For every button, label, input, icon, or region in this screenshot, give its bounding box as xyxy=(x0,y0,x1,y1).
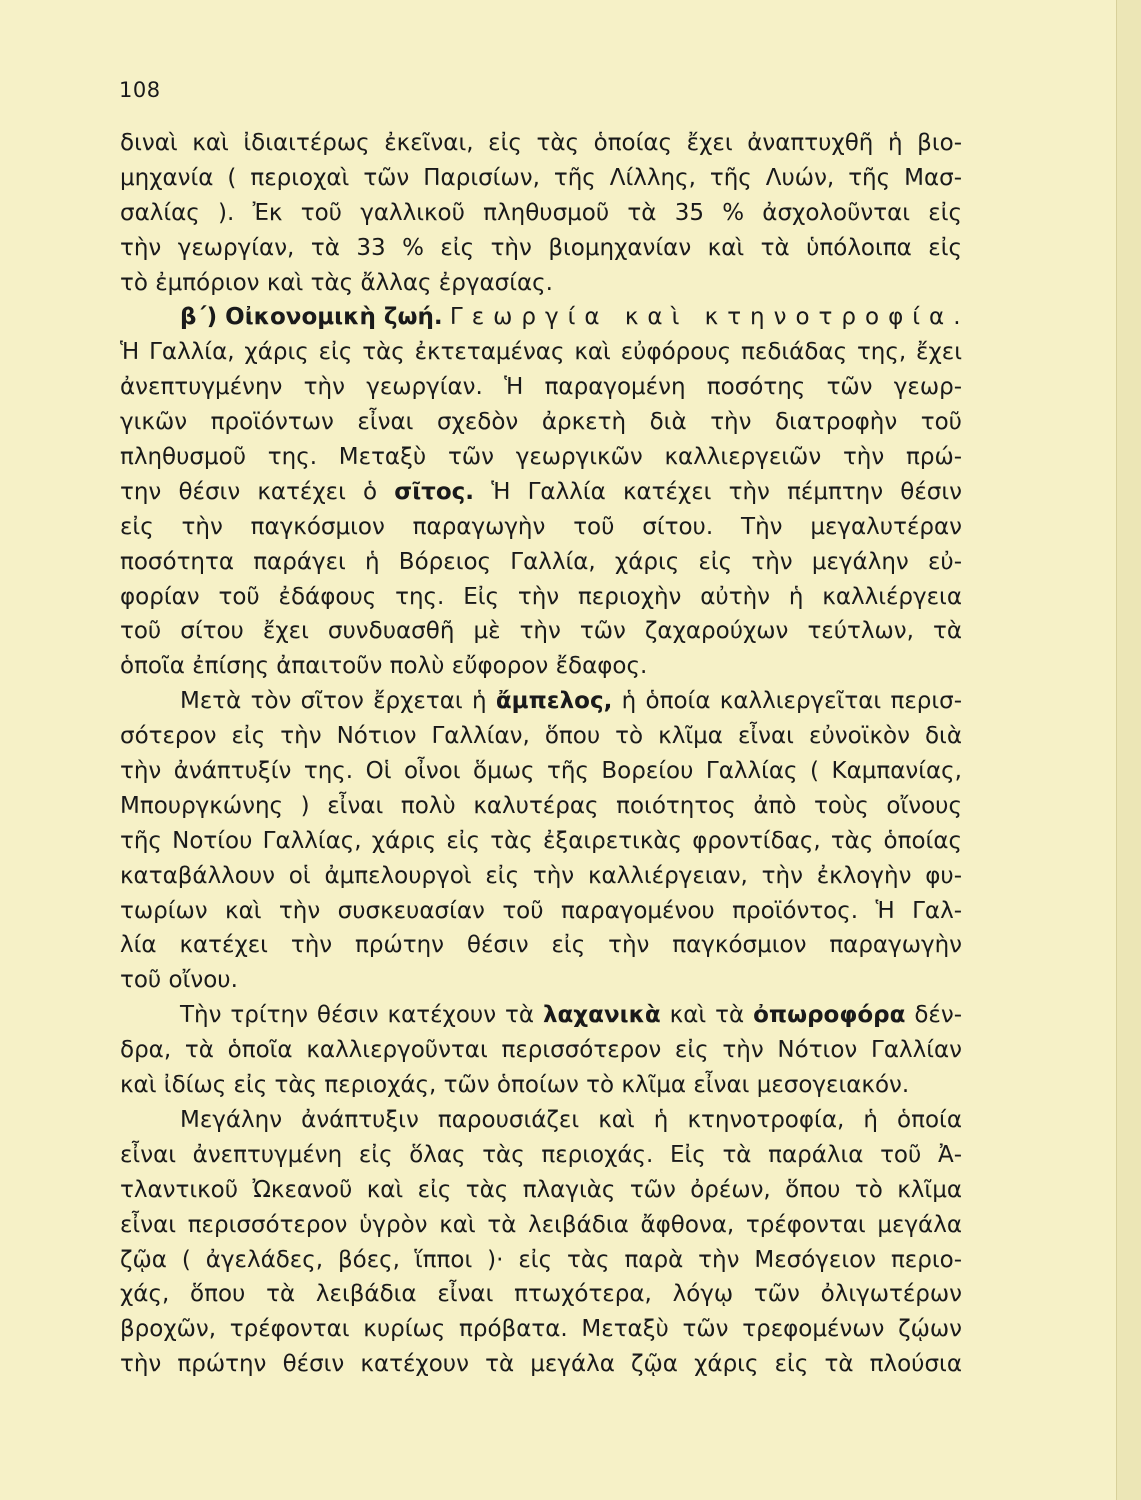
text-line: λία κατέχει τὴν πρώτην θέσιν εἰς τὴν παγκόσμιον παραγωγὴν xyxy=(120,932,962,959)
text-line: τοῦ οἴνου. xyxy=(120,967,238,994)
body-text xyxy=(120,126,970,1382)
text-line: εἰς τὴν παγκόσμιον παραγωγὴν τοῦ σίτου. Τὴν μεγαλυτέραν xyxy=(120,513,962,540)
text-line: τὸ ἐμπόριον καὶ τὰς ἄλλας ἐργασίας. xyxy=(120,269,553,296)
text-line: Μεγάλην ἀνάπτυξιν παρουσιάζει καὶ ἡ κτηνοτροφία, ἡ ὁποία xyxy=(180,1106,962,1133)
term-lachanika: λαχανικὰ xyxy=(542,1002,661,1029)
text-segment: καὶ τὰ xyxy=(669,1002,745,1029)
text-line: βροχῶν, τρέφονται κυρίως πρόβατα. Μεταξὺ τῶν τρεφομένων ζῴων xyxy=(120,1316,962,1343)
term-sitos: σῖτος. xyxy=(394,478,475,505)
text-line: τοῦ σίτου ἔχει συνδυασθῆ μὲ τὴν τῶν ζαχαρούχων τεύτλων, τὰ xyxy=(120,618,962,645)
text-line: φορίαν τοῦ ἐδάφους της. Εἰς τὴν περιοχὴν αὐτὴν ἡ καλλιέργεια xyxy=(120,583,962,610)
text-line: καταβάλλουν οἱ ἀμπελουργοὶ εἰς τὴν καλλιέργειαν, τὴν ἐκλογὴν φυ- xyxy=(120,862,962,889)
text-line: τῆς Νοτίου Γαλλίας, χάρις εἰς τὰς ἐξαιρετικὰς φροντίδας, τὰς ὁποίας xyxy=(120,827,962,854)
text-line: πληθυσμοῦ της. Μεταξὺ τῶν γεωργικῶν καλλιεργειῶν τὴν πρώ- xyxy=(120,444,962,471)
text-line: ἀνεπτυγμένην τὴν γεωργίαν. Ἡ παραγομένη ποσότης τῶν γεωρ- xyxy=(120,374,962,401)
term-ampelos: ἄμπελος, xyxy=(495,688,613,715)
text-segment: ἡ ὁποία καλλιεργεῖται περισ- xyxy=(621,688,963,715)
text-line: Μπουργκώνης ) εἶναι πολὺ καλυτέρας ποιότητος ἀπὸ τοὺς οἴνους xyxy=(120,792,962,819)
text-segment: Τὴν τρίτην θέσιν κατέχουν τὰ xyxy=(180,1002,534,1029)
text-line: μηχανία ( περιοχαὶ τῶν Παρισίων, τῆς Λίλλης, τῆς Λυών, τῆς Μασ- xyxy=(120,164,962,191)
text-line xyxy=(120,475,962,510)
text-line: γικῶν προϊόντων εἶναι σχεδὸν ἀρκετὴ διὰ τὴν διατροφὴν τοῦ xyxy=(120,409,962,436)
text-segment: Ἡ Γαλλία κατέχει τὴν πέμπτην θέσιν xyxy=(491,478,963,505)
text-line: Ἡ Γαλλία, χάρις εἰς τὰς ἐκτεταμένας καὶ εὐφόρους πεδιάδας της, ἔχει xyxy=(120,339,962,366)
text-segment: την θέσιν κατέχει ὁ xyxy=(120,478,378,505)
section-heading xyxy=(120,300,970,335)
text-line: διναὶ καὶ ἰδιαιτέρως ἐκεῖναι, εἰς τὰς ὁποίας ἔχει ἀναπτυχθῆ ἡ βιο- xyxy=(120,130,962,156)
text-line: τλαντικοῦ Ὠκεανοῦ καὶ εἰς τὰς πλαγιὰς τῶν ὀρέων, ὅπου τὸ κλῖμα xyxy=(120,1176,962,1203)
text-line: ζῷα ( ἀγελάδες, βόες, ἵπποι )· εἰς τὰς παρὰ τὴν Μεσόγειον περιο- xyxy=(120,1246,962,1273)
text-line: σαλίας ). Ἐκ τοῦ γαλλικοῦ πληθυσμοῦ τὰ 35 % ἀσχολοῦνται εἰς xyxy=(120,199,962,226)
section-subtitle: Γεωργία καὶ κτηνοτροφία. xyxy=(449,304,970,331)
page-number: 108 xyxy=(119,78,161,102)
text-line: χάς, ὅπου τὰ λειβάδια εἶναι πτωχότερα, λόγῳ τῶν ὀλιγωτέρων xyxy=(120,1281,962,1308)
text-line: δρα, τὰ ὁποῖα καλλιεργοῦνται περισσότερον εἰς τὴν Νότιον Γαλλίαν xyxy=(120,1037,962,1064)
term-oporofora: ὀπωροφόρα xyxy=(753,1002,906,1029)
text-line: εἶναι ἀνεπτυγμένη εἰς ὅλας τὰς περιοχάς. Εἰς τὰ παράλια τοῦ Ἀ- xyxy=(120,1141,962,1168)
text-line: σότερον εἰς τὴν Νότιον Γαλλίαν, ὅπου τὸ κλῖμα εἶναι εὐνοϊκὸν διὰ xyxy=(120,723,962,750)
text-line: εἶναι περισσότερον ὑγρὸν καὶ τὰ λειβάδια ἄφθονα, τρέφονται μεγάλα xyxy=(120,1211,962,1238)
text-line: καὶ ἰδίως εἰς τὰς περιοχάς, τῶν ὁποίων τὸ κλῖμα εἶναι μεσογειακόν. xyxy=(120,1072,910,1099)
text-segment: δέν- xyxy=(914,1002,963,1029)
text-line: ποσότητα παράγει ἡ Βόρειος Γαλλία, χάρις εἰς τὴν μεγάλην εὐ- xyxy=(120,548,962,575)
text-line xyxy=(120,684,962,719)
section-label: β΄) Οἰκονομικὴ ζωή. xyxy=(180,304,443,331)
text-line: ὁποῖα ἐπίσης ἀπαιτοῦν πολὺ εὔφορον ἔδαφος. xyxy=(120,653,648,680)
text-segment: Μετὰ τὸν σῖτον ἔρχεται ἡ xyxy=(180,688,487,715)
text-line: τὴν γεωργίαν, τὰ 33 % εἰς τὴν βιομηχανίαν καὶ τὰ ὑπόλοιπα εἰς xyxy=(120,234,962,261)
page-edge xyxy=(1116,0,1141,1500)
text-line: τὴν ἀνάπτυξίν της. Οἱ οἶνοι ὅμως τῆς Βορείου Γαλλίας ( Καμπανίας, xyxy=(120,758,962,785)
text-line: τωρίων καὶ τὴν συσκευασίαν τοῦ παραγομένου προϊόντος. Ἡ Γαλ- xyxy=(120,897,962,924)
text-line xyxy=(120,998,962,1033)
text-line: τὴν πρώτην θέσιν κατέχουν τὰ μεγάλα ζῷα χάρις εἰς τὰ πλούσια xyxy=(120,1351,962,1378)
